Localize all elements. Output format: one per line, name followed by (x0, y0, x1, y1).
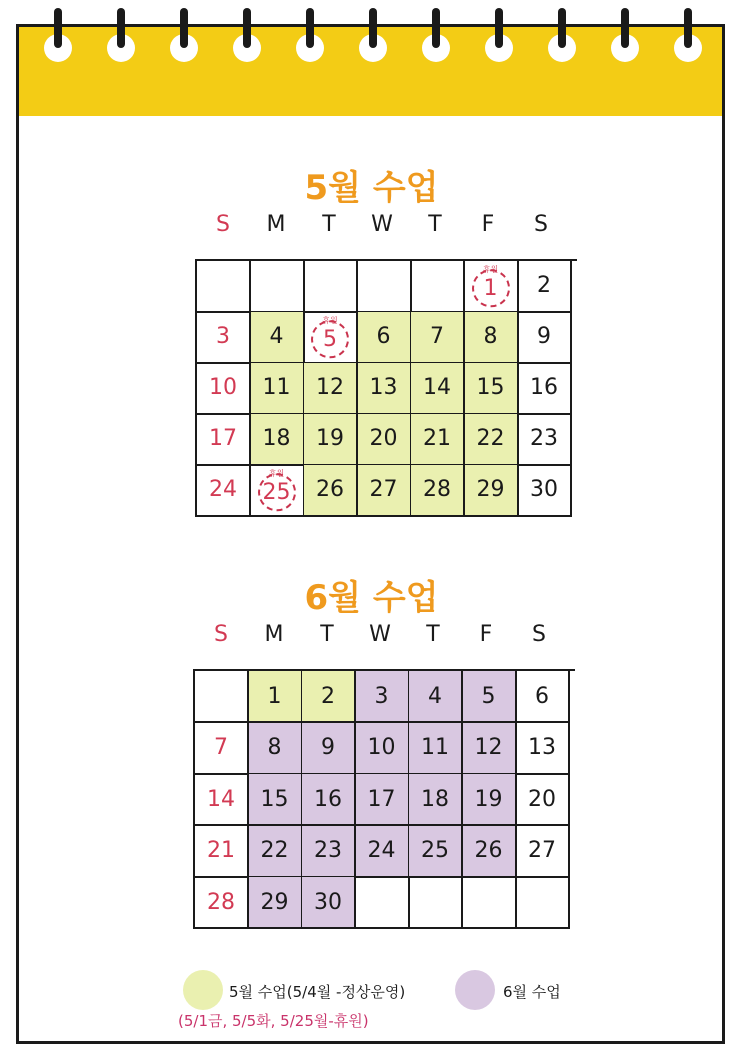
weekday-label: S (214, 622, 228, 647)
day-number: 23 (530, 426, 558, 452)
holiday-day-number: 5 (323, 327, 337, 353)
day-number: 26 (316, 477, 344, 503)
day-cell (463, 826, 517, 878)
day-number: 16 (314, 786, 342, 812)
binding-ring-wire (117, 8, 125, 48)
day-number: 27 (369, 477, 398, 503)
day-number: 24 (367, 838, 396, 863)
day-number: 15 (476, 375, 505, 401)
day-cell (463, 671, 517, 723)
day-cell (465, 312, 519, 364)
holiday-tag: 휴원 (482, 265, 499, 274)
day-number: 6 (376, 324, 391, 350)
day-number: 4 (428, 683, 442, 709)
day-cell (197, 414, 251, 466)
holiday-tag: 휴원 (268, 469, 285, 478)
legend-may-label: 5월 수업(5/4월 -정상운영) (229, 983, 406, 1001)
day-number: 1 (267, 683, 282, 709)
day-cell (197, 465, 251, 517)
day-cell (304, 414, 358, 466)
day-cell (195, 877, 249, 929)
day-cell (304, 363, 358, 415)
weekday-label: W (369, 622, 391, 647)
day-number: 27 (528, 838, 556, 863)
day-number: 20 (528, 786, 556, 812)
day-cell (411, 363, 465, 415)
binding-ring-wire (432, 8, 440, 48)
day-number: 9 (321, 735, 335, 760)
day-cell (358, 363, 412, 415)
june-calendar-title: 6월 수업 (304, 578, 439, 618)
day-cell (358, 312, 412, 364)
day-cell (356, 723, 410, 775)
day-number: 15 (260, 786, 289, 812)
day-cell (409, 774, 463, 826)
day-cell (197, 312, 251, 364)
weekday-label: M (264, 622, 284, 647)
day-number: 16 (530, 375, 558, 401)
empty-day-cell (251, 261, 305, 313)
day-number: 11 (421, 735, 449, 760)
day-cell (518, 465, 572, 517)
weekday-label: T (426, 622, 440, 647)
day-cell (516, 723, 570, 775)
day-cell (358, 414, 412, 466)
legend-may-swatch (183, 970, 223, 1010)
legend-june-label: 6월 수업 (503, 983, 561, 1001)
day-number: 23 (314, 838, 342, 863)
day-cell (465, 465, 519, 517)
binding-ring-wire (180, 8, 188, 48)
day-number: 10 (367, 735, 396, 760)
day-cell (251, 465, 305, 517)
weekday-label: T (320, 622, 334, 647)
day-cell (302, 826, 356, 878)
empty-day-cell (356, 877, 410, 929)
day-number: 2 (321, 683, 335, 709)
day-cell (304, 312, 358, 364)
binding-ring-wire (369, 8, 377, 48)
weekday-label: M (266, 212, 286, 237)
day-number: 3 (374, 683, 389, 709)
day-cell (249, 671, 303, 723)
empty-day-cell (358, 261, 412, 313)
day-number: 19 (474, 786, 503, 812)
june-calendar-grid (193, 669, 575, 929)
legend-holiday-note: (5/1금, 5/5화, 5/25월-휴원) (178, 1012, 369, 1030)
day-number: 13 (528, 735, 556, 760)
holiday-day-number: 25 (262, 480, 291, 506)
day-cell (356, 671, 410, 723)
empty-day-cell (463, 877, 517, 929)
day-cell (465, 414, 519, 466)
empty-day-cell (195, 671, 249, 723)
day-cell (197, 363, 251, 415)
weekday-label: S (534, 212, 548, 237)
holiday-tag: 휴원 (322, 316, 338, 325)
weekday-label: T (322, 212, 336, 237)
day-cell (249, 723, 303, 775)
day-number: 29 (476, 477, 505, 503)
day-number: 21 (207, 838, 235, 863)
day-number: 30 (314, 889, 342, 915)
day-number: 19 (316, 426, 344, 452)
day-number: 28 (207, 889, 235, 915)
day-cell (516, 826, 570, 878)
day-number: 29 (260, 889, 289, 915)
binding-ring-wire (558, 8, 566, 48)
day-cell (518, 363, 572, 415)
day-cell (518, 261, 572, 313)
day-number: 6 (535, 683, 549, 709)
empty-day-cell (516, 877, 570, 929)
empty-day-cell (411, 261, 465, 313)
day-number: 20 (369, 426, 398, 452)
day-cell (463, 774, 517, 826)
binding-ring-wire (54, 8, 62, 48)
day-number: 18 (262, 426, 291, 452)
day-number: 25 (421, 838, 449, 863)
day-number: 12 (474, 735, 503, 760)
empty-day-cell (197, 261, 251, 313)
day-number: 22 (476, 426, 505, 452)
weekday-label: F (479, 622, 493, 647)
day-number: 7 (214, 735, 228, 760)
legend-june-swatch (455, 970, 495, 1010)
day-cell (251, 312, 305, 364)
day-number: 17 (209, 426, 237, 452)
day-cell (409, 826, 463, 878)
day-cell (195, 723, 249, 775)
day-number: 22 (260, 838, 289, 863)
holiday-day-number: 1 (483, 276, 498, 302)
binding-ring-wire (684, 8, 692, 48)
weekday-label: W (371, 212, 393, 237)
day-cell (249, 774, 303, 826)
day-number: 8 (267, 735, 282, 760)
day-cell (411, 312, 465, 364)
day-cell (251, 414, 305, 466)
day-cell (409, 671, 463, 723)
day-cell (195, 826, 249, 878)
day-cell (356, 826, 410, 878)
may-calendar-title: 5월 수업 (304, 168, 439, 208)
day-number: 7 (430, 324, 444, 350)
day-number: 21 (423, 426, 451, 452)
day-number: 3 (216, 324, 230, 350)
day-number: 17 (367, 786, 396, 812)
day-number: 14 (207, 786, 235, 812)
day-cell (358, 465, 412, 517)
weekday-label: S (532, 622, 546, 647)
day-number: 13 (369, 375, 398, 401)
day-cell (409, 723, 463, 775)
day-number: 5 (481, 683, 496, 709)
day-number: 11 (262, 375, 291, 401)
day-cell (304, 465, 358, 517)
may-calendar-grid (195, 259, 577, 517)
day-cell (518, 414, 572, 466)
day-number: 24 (209, 477, 237, 503)
day-cell (463, 723, 517, 775)
day-cell (516, 671, 570, 723)
weekday-label: T (428, 212, 442, 237)
day-number: 26 (474, 838, 503, 863)
day-cell (195, 774, 249, 826)
day-number: 12 (316, 375, 344, 401)
day-number: 10 (209, 375, 237, 401)
day-number: 14 (423, 375, 451, 401)
day-cell (516, 774, 570, 826)
day-cell (356, 774, 410, 826)
day-number: 28 (423, 477, 451, 503)
binding-ring-wire (243, 8, 251, 48)
day-cell (249, 877, 303, 929)
day-cell (411, 465, 465, 517)
weekday-label: F (481, 212, 495, 237)
binding-ring-wire (621, 8, 629, 48)
day-cell (411, 414, 465, 466)
day-cell (465, 363, 519, 415)
day-number: 30 (530, 477, 558, 503)
day-cell (302, 723, 356, 775)
day-number: 2 (537, 273, 551, 299)
empty-day-cell (409, 877, 463, 929)
day-cell (465, 261, 519, 313)
day-cell (251, 363, 305, 415)
day-cell (518, 312, 572, 364)
day-number: 8 (483, 324, 498, 350)
weekday-label: S (216, 212, 230, 237)
day-cell (249, 826, 303, 878)
day-cell (302, 877, 356, 929)
empty-day-cell (304, 261, 358, 313)
binding-ring-wire (495, 8, 503, 48)
day-number: 4 (269, 324, 284, 350)
day-number: 18 (421, 786, 449, 812)
day-cell (302, 774, 356, 826)
day-number: 9 (537, 324, 551, 350)
day-cell (302, 671, 356, 723)
binding-ring-wire (306, 8, 314, 48)
